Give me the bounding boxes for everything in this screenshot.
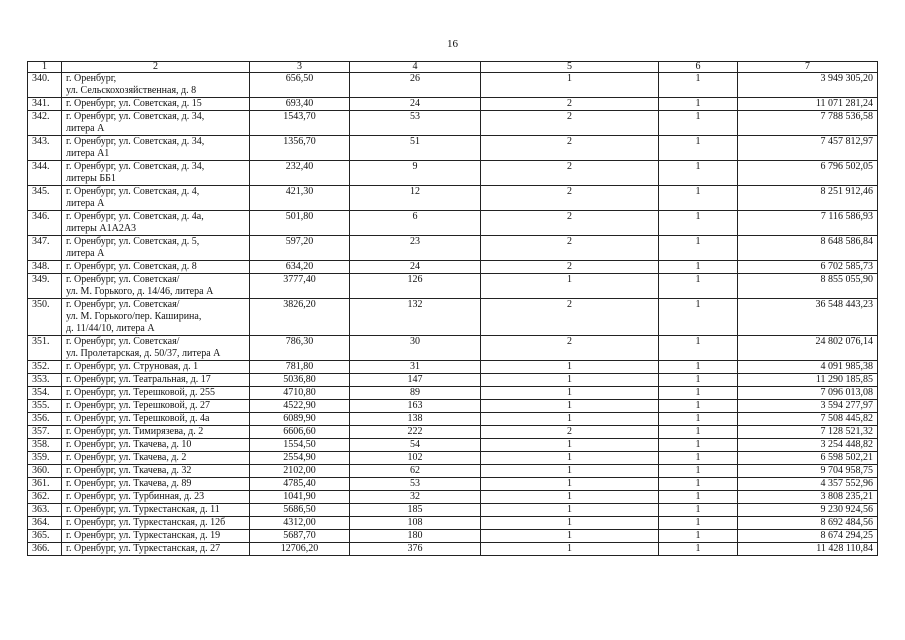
address-line: г. Оренбург, ул. Туркестанская, д. 12б bbox=[66, 517, 226, 528]
row-number: 344. bbox=[28, 161, 62, 186]
column-6-cell: 1 bbox=[659, 111, 738, 136]
column-6-cell: 1 bbox=[659, 211, 738, 236]
area-cell: 4785,40 bbox=[250, 478, 350, 491]
table-row bbox=[28, 530, 878, 543]
cost-cell: 7 116 586,93 bbox=[738, 211, 878, 236]
page-number: 16 bbox=[447, 38, 458, 50]
column-6-cell: 1 bbox=[659, 361, 738, 374]
area-cell: 5687,70 bbox=[250, 530, 350, 543]
residents-cell: 132 bbox=[350, 299, 481, 336]
address-cell bbox=[62, 465, 250, 478]
column-5-cell: 1 bbox=[481, 374, 659, 387]
table-row bbox=[28, 111, 878, 136]
address-line: ул. Пролетарская, д. 50/37, литера А bbox=[66, 348, 221, 359]
table-row bbox=[28, 299, 878, 336]
residents-cell: 24 bbox=[350, 261, 481, 274]
address-cell bbox=[62, 504, 250, 517]
column-5-cell: 2 bbox=[481, 299, 659, 336]
address-line: г. Оренбург, ул. Струновая, д. 1 bbox=[66, 361, 199, 372]
column-5-cell: 2 bbox=[481, 111, 659, 136]
area-cell: 4522,90 bbox=[250, 400, 350, 413]
area-cell: 3777,40 bbox=[250, 274, 350, 299]
cost-cell: 7 788 536,58 bbox=[738, 111, 878, 136]
cost-cell: 3 949 305,20 bbox=[738, 73, 878, 98]
column-6-cell: 1 bbox=[659, 465, 738, 478]
residents-cell: 89 bbox=[350, 387, 481, 400]
area-cell: 786,30 bbox=[250, 336, 350, 361]
cost-cell: 24 802 076,14 bbox=[738, 336, 878, 361]
column-5-cell: 1 bbox=[481, 465, 659, 478]
table-row bbox=[28, 517, 878, 530]
address-cell bbox=[62, 299, 250, 336]
column-6-cell: 1 bbox=[659, 299, 738, 336]
address-cell bbox=[62, 387, 250, 400]
column-6-cell: 1 bbox=[659, 543, 738, 556]
column-header: 1 bbox=[28, 62, 62, 73]
row-number: 359. bbox=[28, 452, 62, 465]
residents-cell: 32 bbox=[350, 491, 481, 504]
area-cell: 5036,80 bbox=[250, 374, 350, 387]
table-row bbox=[28, 211, 878, 236]
address-cell bbox=[62, 439, 250, 452]
residents-cell: 126 bbox=[350, 274, 481, 299]
table-row bbox=[28, 400, 878, 413]
area-cell: 634,20 bbox=[250, 261, 350, 274]
row-number: 347. bbox=[28, 236, 62, 261]
column-5-cell: 2 bbox=[481, 336, 659, 361]
row-number: 341. bbox=[28, 98, 62, 111]
cost-cell: 4 357 552,96 bbox=[738, 478, 878, 491]
column-5-cell: 2 bbox=[481, 426, 659, 439]
row-number: 349. bbox=[28, 274, 62, 299]
address-line: г. Оренбург, ул. Советская, д. 15 bbox=[66, 98, 202, 109]
table-row bbox=[28, 261, 878, 274]
address-cell bbox=[62, 530, 250, 543]
residents-cell: 185 bbox=[350, 504, 481, 517]
cost-cell: 7 508 445,82 bbox=[738, 413, 878, 426]
area-cell: 1041,90 bbox=[250, 491, 350, 504]
column-5-cell: 2 bbox=[481, 236, 659, 261]
residents-cell: 51 bbox=[350, 136, 481, 161]
address-line: литера А bbox=[66, 198, 105, 209]
row-number: 354. bbox=[28, 387, 62, 400]
cost-cell: 8 251 912,46 bbox=[738, 186, 878, 211]
column-6-cell: 1 bbox=[659, 236, 738, 261]
area-cell: 2102,00 bbox=[250, 465, 350, 478]
cost-cell: 3 254 448,82 bbox=[738, 439, 878, 452]
column-6-cell: 1 bbox=[659, 530, 738, 543]
row-number: 365. bbox=[28, 530, 62, 543]
residents-cell: 102 bbox=[350, 452, 481, 465]
column-6-cell: 1 bbox=[659, 387, 738, 400]
cost-cell: 6 702 585,73 bbox=[738, 261, 878, 274]
table-row bbox=[28, 504, 878, 517]
column-header: 7 bbox=[738, 62, 878, 73]
address-line: г. Оренбург, bbox=[66, 73, 117, 84]
row-number: 355. bbox=[28, 400, 62, 413]
column-6-cell: 1 bbox=[659, 478, 738, 491]
address-cell bbox=[62, 261, 250, 274]
address-line: г. Оренбург, ул. Ткачева, д. 10 bbox=[66, 439, 192, 450]
column-6-cell: 1 bbox=[659, 73, 738, 98]
address-cell bbox=[62, 400, 250, 413]
cost-cell: 8 648 586,84 bbox=[738, 236, 878, 261]
table-body bbox=[28, 73, 878, 556]
address-cell bbox=[62, 186, 250, 211]
column-6-cell: 1 bbox=[659, 136, 738, 161]
address-cell bbox=[62, 426, 250, 439]
table-row bbox=[28, 543, 878, 556]
table-row bbox=[28, 186, 878, 211]
residents-cell: 53 bbox=[350, 478, 481, 491]
column-5-cell: 2 bbox=[481, 261, 659, 274]
address-cell bbox=[62, 452, 250, 465]
cost-cell: 9 704 958,75 bbox=[738, 465, 878, 478]
cost-cell: 11 071 281,24 bbox=[738, 98, 878, 111]
cost-cell: 6 598 502,21 bbox=[738, 452, 878, 465]
column-number-row bbox=[28, 62, 878, 73]
column-5-cell: 1 bbox=[481, 439, 659, 452]
table-row bbox=[28, 439, 878, 452]
housing-register-table bbox=[27, 61, 878, 556]
column-header: 3 bbox=[250, 62, 350, 73]
address-line: литера А bbox=[66, 123, 105, 134]
column-header: 2 bbox=[62, 62, 250, 73]
area-cell: 12706,20 bbox=[250, 543, 350, 556]
address-line: г. Оренбург, ул. Советская/ bbox=[66, 299, 180, 310]
address-line: ул. М. Горького/пер. Каширина, bbox=[66, 311, 202, 322]
column-6-cell: 1 bbox=[659, 504, 738, 517]
table-row bbox=[28, 236, 878, 261]
row-number: 358. bbox=[28, 439, 62, 452]
table-row bbox=[28, 161, 878, 186]
cost-cell: 11 290 185,85 bbox=[738, 374, 878, 387]
address-cell bbox=[62, 136, 250, 161]
column-5-cell: 1 bbox=[481, 491, 659, 504]
address-line: г. Оренбург, ул. Терешковой, д. 255 bbox=[66, 387, 215, 398]
address-line: г. Оренбург, ул. Советская, д. 5, bbox=[66, 236, 200, 247]
address-line: г. Оренбург, ул. Советская, д. 34, bbox=[66, 161, 205, 172]
address-cell bbox=[62, 111, 250, 136]
residents-cell: 6 bbox=[350, 211, 481, 236]
row-number: 364. bbox=[28, 517, 62, 530]
row-number: 343. bbox=[28, 136, 62, 161]
column-6-cell: 1 bbox=[659, 517, 738, 530]
address-cell bbox=[62, 211, 250, 236]
residents-cell: 138 bbox=[350, 413, 481, 426]
residents-cell: 163 bbox=[350, 400, 481, 413]
address-cell bbox=[62, 274, 250, 299]
row-number: 366. bbox=[28, 543, 62, 556]
residents-cell: 180 bbox=[350, 530, 481, 543]
column-5-cell: 1 bbox=[481, 73, 659, 98]
table-row bbox=[28, 478, 878, 491]
column-5-cell: 1 bbox=[481, 517, 659, 530]
address-line: д. 11/44/10, литера А bbox=[66, 323, 155, 334]
residents-cell: 31 bbox=[350, 361, 481, 374]
column-6-cell: 1 bbox=[659, 426, 738, 439]
table-row bbox=[28, 274, 878, 299]
column-6-cell: 1 bbox=[659, 261, 738, 274]
area-cell: 501,80 bbox=[250, 211, 350, 236]
cost-cell: 8 674 294,25 bbox=[738, 530, 878, 543]
address-line: г. Оренбург, ул. Советская, д. 4, bbox=[66, 186, 200, 197]
area-cell: 693,40 bbox=[250, 98, 350, 111]
address-cell bbox=[62, 236, 250, 261]
address-line: г. Оренбург, ул. Турбинная, д. 23 bbox=[66, 491, 205, 502]
area-cell: 6606,60 bbox=[250, 426, 350, 439]
area-cell: 4710,80 bbox=[250, 387, 350, 400]
residents-cell: 26 bbox=[350, 73, 481, 98]
residents-cell: 53 bbox=[350, 111, 481, 136]
address-cell bbox=[62, 543, 250, 556]
cost-cell: 7 096 013,08 bbox=[738, 387, 878, 400]
address-line: г. Оренбург, ул. Ткачева, д. 89 bbox=[66, 478, 192, 489]
row-number: 357. bbox=[28, 426, 62, 439]
address-line: литера А bbox=[66, 248, 105, 259]
address-line: г. Оренбург, ул. Тимирязева, д. 2 bbox=[66, 426, 204, 437]
address-cell bbox=[62, 413, 250, 426]
address-cell bbox=[62, 98, 250, 111]
address-line: г. Оренбург, ул. Советская/ bbox=[66, 336, 180, 347]
address-cell bbox=[62, 336, 250, 361]
column-5-cell: 1 bbox=[481, 504, 659, 517]
row-number: 352. bbox=[28, 361, 62, 374]
cost-cell: 36 548 443,23 bbox=[738, 299, 878, 336]
address-line: ул. М. Горького, д. 14/46, литера А bbox=[66, 286, 214, 297]
residents-cell: 9 bbox=[350, 161, 481, 186]
address-cell bbox=[62, 73, 250, 98]
row-number: 342. bbox=[28, 111, 62, 136]
column-6-cell: 1 bbox=[659, 98, 738, 111]
address-line: г. Оренбург, ул. Ткачева, д. 32 bbox=[66, 465, 192, 476]
residents-cell: 376 bbox=[350, 543, 481, 556]
column-5-cell: 1 bbox=[481, 400, 659, 413]
area-cell: 1554,50 bbox=[250, 439, 350, 452]
column-5-cell: 1 bbox=[481, 452, 659, 465]
column-5-cell: 1 bbox=[481, 413, 659, 426]
row-number: 345. bbox=[28, 186, 62, 211]
area-cell: 3826,20 bbox=[250, 299, 350, 336]
column-header: 5 bbox=[481, 62, 659, 73]
table-row bbox=[28, 73, 878, 98]
row-number: 350. bbox=[28, 299, 62, 336]
cost-cell: 11 428 110,84 bbox=[738, 543, 878, 556]
row-number: 361. bbox=[28, 478, 62, 491]
address-line: литеры ББ1 bbox=[66, 173, 116, 184]
area-cell: 4312,00 bbox=[250, 517, 350, 530]
column-5-cell: 2 bbox=[481, 161, 659, 186]
table-row bbox=[28, 452, 878, 465]
address-cell bbox=[62, 161, 250, 186]
address-line: г. Оренбург, ул. Советская, д. 8 bbox=[66, 261, 197, 272]
cost-cell: 3 808 235,21 bbox=[738, 491, 878, 504]
residents-cell: 23 bbox=[350, 236, 481, 261]
cost-cell: 8 855 055,90 bbox=[738, 274, 878, 299]
table-row bbox=[28, 361, 878, 374]
address-line: литеры А1А2А3 bbox=[66, 223, 137, 234]
table-row bbox=[28, 136, 878, 161]
column-6-cell: 1 bbox=[659, 274, 738, 299]
row-number: 353. bbox=[28, 374, 62, 387]
area-cell: 2554,90 bbox=[250, 452, 350, 465]
address-cell bbox=[62, 517, 250, 530]
address-line: г. Оренбург, ул. Терешковой, д. 4а bbox=[66, 413, 210, 424]
column-6-cell: 1 bbox=[659, 413, 738, 426]
column-6-cell: 1 bbox=[659, 186, 738, 211]
address-cell bbox=[62, 374, 250, 387]
table-row bbox=[28, 336, 878, 361]
column-5-cell: 2 bbox=[481, 98, 659, 111]
table-row bbox=[28, 413, 878, 426]
area-cell: 1543,70 bbox=[250, 111, 350, 136]
address-line: г. Оренбург, ул. Советская, д. 4а, bbox=[66, 211, 204, 222]
address-cell bbox=[62, 478, 250, 491]
residents-cell: 12 bbox=[350, 186, 481, 211]
area-cell: 421,30 bbox=[250, 186, 350, 211]
address-line: г. Оренбург, ул. Туркестанская, д. 27 bbox=[66, 543, 221, 554]
row-number: 360. bbox=[28, 465, 62, 478]
column-5-cell: 1 bbox=[481, 387, 659, 400]
cost-cell: 9 230 924,56 bbox=[738, 504, 878, 517]
address-line: ул. Сельскохозяйственная, д. 8 bbox=[66, 85, 197, 96]
cost-cell: 7 457 812,97 bbox=[738, 136, 878, 161]
cost-cell: 6 796 502,05 bbox=[738, 161, 878, 186]
residents-cell: 24 bbox=[350, 98, 481, 111]
cost-cell: 4 091 985,38 bbox=[738, 361, 878, 374]
column-6-cell: 1 bbox=[659, 400, 738, 413]
column-6-cell: 1 bbox=[659, 161, 738, 186]
column-5-cell: 1 bbox=[481, 478, 659, 491]
table-row bbox=[28, 98, 878, 111]
column-5-cell: 2 bbox=[481, 186, 659, 211]
column-5-cell: 1 bbox=[481, 361, 659, 374]
address-line: г. Оренбург, ул. Советская, д. 34, bbox=[66, 111, 205, 122]
column-5-cell: 2 bbox=[481, 211, 659, 236]
row-number: 346. bbox=[28, 211, 62, 236]
area-cell: 597,20 bbox=[250, 236, 350, 261]
area-cell: 656,50 bbox=[250, 73, 350, 98]
column-5-cell: 1 bbox=[481, 543, 659, 556]
area-cell: 781,80 bbox=[250, 361, 350, 374]
address-line: г. Оренбург, ул. Ткачева, д. 2 bbox=[66, 452, 187, 463]
cost-cell: 3 594 277,97 bbox=[738, 400, 878, 413]
residents-cell: 30 bbox=[350, 336, 481, 361]
column-5-cell: 1 bbox=[481, 274, 659, 299]
address-line: г. Оренбург, ул. Советская, д. 34, bbox=[66, 136, 205, 147]
table-row bbox=[28, 491, 878, 504]
address-line: литера А1 bbox=[66, 148, 110, 159]
address-cell bbox=[62, 491, 250, 504]
area-cell: 232,40 bbox=[250, 161, 350, 186]
cost-cell: 7 128 521,32 bbox=[738, 426, 878, 439]
area-cell: 5686,50 bbox=[250, 504, 350, 517]
column-6-cell: 1 bbox=[659, 439, 738, 452]
column-header: 4 bbox=[350, 62, 481, 73]
area-cell: 6089,90 bbox=[250, 413, 350, 426]
column-6-cell: 1 bbox=[659, 374, 738, 387]
address-cell bbox=[62, 361, 250, 374]
column-header: 6 bbox=[659, 62, 738, 73]
column-6-cell: 1 bbox=[659, 452, 738, 465]
table-row bbox=[28, 387, 878, 400]
column-6-cell: 1 bbox=[659, 491, 738, 504]
column-6-cell: 1 bbox=[659, 336, 738, 361]
residents-cell: 222 bbox=[350, 426, 481, 439]
address-line: г. Оренбург, ул. Советская/ bbox=[66, 274, 180, 285]
residents-cell: 108 bbox=[350, 517, 481, 530]
cost-cell: 8 692 484,56 bbox=[738, 517, 878, 530]
row-number: 348. bbox=[28, 261, 62, 274]
column-5-cell: 2 bbox=[481, 136, 659, 161]
area-cell: 1356,70 bbox=[250, 136, 350, 161]
table-row bbox=[28, 465, 878, 478]
row-number: 351. bbox=[28, 336, 62, 361]
address-line: г. Оренбург, ул. Туркестанская, д. 11 bbox=[66, 504, 220, 515]
address-line: г. Оренбург, ул. Туркестанская, д. 19 bbox=[66, 530, 221, 541]
residents-cell: 62 bbox=[350, 465, 481, 478]
table-row bbox=[28, 426, 878, 439]
table-row bbox=[28, 374, 878, 387]
address-line: г. Оренбург, ул. Терешковой, д. 27 bbox=[66, 400, 210, 411]
residents-cell: 54 bbox=[350, 439, 481, 452]
row-number: 362. bbox=[28, 491, 62, 504]
row-number: 356. bbox=[28, 413, 62, 426]
address-line: г. Оренбург, ул. Театральная, д. 17 bbox=[66, 374, 211, 385]
column-5-cell: 1 bbox=[481, 530, 659, 543]
row-number: 363. bbox=[28, 504, 62, 517]
row-number: 340. bbox=[28, 73, 62, 98]
residents-cell: 147 bbox=[350, 374, 481, 387]
